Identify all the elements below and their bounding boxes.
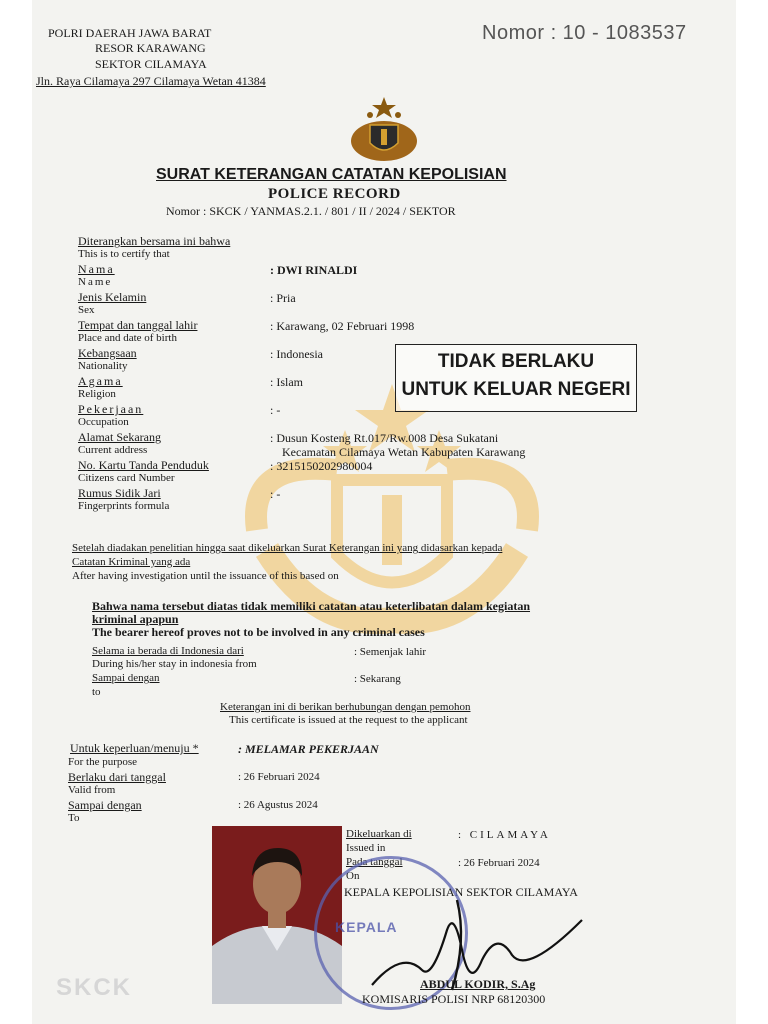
purpose-value: : MELAMAR PEKERJAAN	[238, 742, 379, 756]
investigation-line-en: After having investigation until the issuance of this based on	[72, 570, 339, 582]
signatory-title: KEPALA KEPOLISIAN SEKTOR CILAMAYA	[344, 885, 578, 899]
field-sex-label: Jenis Kelamin	[78, 290, 147, 304]
agency-address: Jln. Raya Cilamaya 297 Cilamaya Wetan 41384	[36, 74, 266, 88]
skck-watermark-logo: SKCK	[56, 974, 133, 1001]
stay-to-label: Sampai dengan	[92, 672, 160, 684]
field-address-value: : Dusun Kosteng Rt.017/Rw.008 Desa Sukatani	[270, 431, 499, 445]
statement-line-en: The bearer hereof proves not to be involved in any criminal cases	[92, 625, 425, 639]
record-number: Nomor : SKCK / YANMAS.2.1. / 801 / II / 2024 / SEKTOR	[166, 204, 456, 218]
document-sheet	[32, 0, 736, 1024]
signatory-rank: KOMISARIS POLISI NRP 68120300	[362, 992, 546, 1006]
issued-on-label: Pada tanggal	[346, 856, 403, 868]
investigation-line-2: Catatan Kriminal yang ada	[72, 556, 191, 568]
issued-on-label-en: On	[346, 870, 360, 882]
purpose-label-en: For the purpose	[68, 756, 138, 768]
valid-from-value: : 26 Februari 2024	[238, 771, 320, 783]
issued-in-label-en: Issued in	[346, 842, 386, 854]
field-name-label-en: Name	[78, 276, 113, 288]
field-nationality-value: : Indonesia	[270, 347, 323, 361]
notice-line-2: UNTUK KELUAR NEGERI	[401, 379, 631, 400]
agency-line-2: RESOR KARAWANG	[95, 41, 206, 55]
field-address-label-en: Current address	[78, 444, 148, 456]
field-occupation-label: Pekerjaan	[78, 402, 144, 416]
intro-label: Diterangkan bersama ini bahwa	[78, 234, 231, 248]
issued-in-value: : CILAMAYA	[458, 829, 551, 841]
field-idcard-label: No. Kartu Tanda Penduduk	[78, 458, 209, 472]
valid-to-label: Sampai dengan	[68, 798, 142, 812]
request-line-en: This certificate is issued at the request to the applicant	[229, 714, 468, 726]
field-nationality-label-en: Nationality	[78, 360, 128, 372]
field-fingerprint-label: Rumus Sidik Jari	[78, 486, 161, 500]
notice-line-1: TIDAK BERLAKU	[437, 351, 595, 372]
field-fingerprint-label-en: Fingerprints formula	[78, 500, 170, 512]
stay-to-label-en: to	[92, 686, 101, 698]
request-line: Keterangan ini di berikan berhubungan dengan pemohon	[220, 701, 471, 713]
field-occupation-label-en: Occupation	[78, 416, 129, 428]
document-subtitle: POLICE RECORD	[268, 186, 401, 202]
stay-to-value: : Sekarang	[354, 673, 401, 685]
field-religion-label: Agama	[78, 374, 123, 388]
stay-from-label: Selama ia berada di Indonesia dari	[92, 645, 244, 657]
field-name-value: : DWI RINALDI	[270, 263, 358, 277]
field-sex-value: : Pria	[270, 291, 296, 305]
issued-on-value: : 26 Februari 2024	[458, 857, 540, 869]
valid-from-label: Berlaku dari tanggal	[68, 770, 166, 784]
intro-label-en: This is to certify that	[78, 248, 170, 260]
signatory-name: ABDUL KODIR, S.Ag	[420, 977, 536, 991]
field-religion-label-en: Religion	[78, 388, 116, 400]
agency-line-1: POLRI DAERAH JAWA BARAT	[48, 26, 212, 40]
field-sex-label-en: Sex	[78, 304, 95, 316]
document-number: Nomor : 10 - 1083537	[482, 22, 687, 44]
valid-from-label-en: Valid from	[68, 784, 116, 796]
field-name-label: Nama	[78, 262, 115, 276]
police-emblem-icon	[346, 95, 422, 163]
field-idcard-value: : 3215150202980004	[270, 459, 373, 473]
field-occupation-value: : -	[270, 403, 281, 417]
field-birth-label: Tempat dan tanggal lahir	[78, 318, 198, 332]
stay-from-label-en: During his/her stay in indonesia from	[92, 658, 257, 670]
issued-in-label: Dikeluarkan di	[346, 828, 412, 840]
stay-from-value: : Semenjak lahir	[354, 646, 427, 658]
investigation-line-1: Setelah diadakan penelitian hingga saat dikeluarkan Surat Keterangan ini yang didasarkan kepada	[72, 542, 503, 554]
field-address-value-2: Kecamatan Cilamaya Wetan Kabupaten Karawang	[282, 445, 526, 459]
field-fingerprint-value: : -	[270, 487, 281, 501]
document-title: SURAT KETERANGAN CATATAN KEPOLISIAN	[156, 166, 507, 183]
field-birth-label-en: Place and date of birth	[78, 332, 177, 344]
valid-to-label-en: To	[68, 812, 80, 824]
statement-line-1: Bahwa nama tersebut diatas tidak memiliki catatan atau keterlibatan dalam kegiatan	[92, 599, 531, 613]
statement-line-2: kriminal apapun	[92, 612, 179, 626]
agency-line-3: SEKTOR CILAMAYA	[95, 57, 207, 71]
field-birth-value: : Karawang, 02 Februari 1998	[270, 319, 415, 333]
notice-box	[395, 344, 637, 412]
field-nationality-label: Kebangsaan	[78, 346, 137, 360]
field-idcard-label-en: Citizens card Number	[78, 472, 175, 484]
field-address-label: Alamat Sekarang	[78, 430, 161, 444]
field-religion-value: : Islam	[270, 375, 303, 389]
purpose-label: Untuk keperluan/menuju *	[70, 741, 199, 755]
stamp-text: KEPALA	[335, 919, 398, 935]
valid-to-value: : 26 Agustus 2024	[238, 799, 318, 811]
